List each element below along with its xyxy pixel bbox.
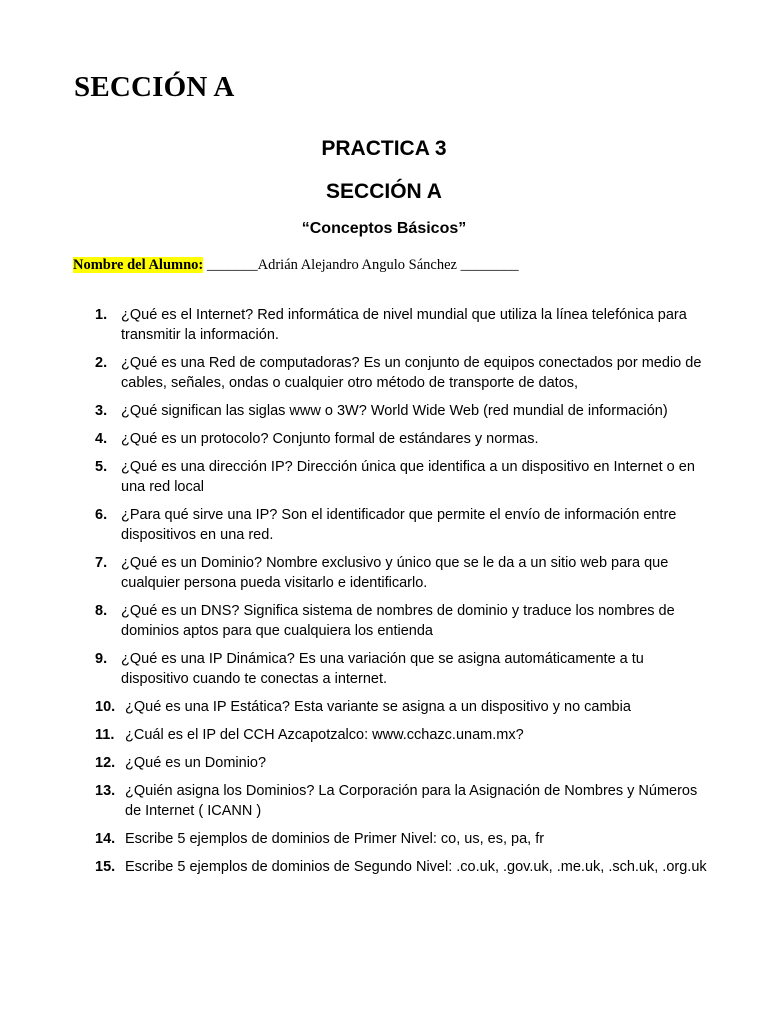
question-text: ¿Qué es un DNS? Significa sistema de nombres de dominio y traduce los nombres de dominios aptos para que cualquiera los entienda <box>121 603 675 639</box>
question-item <box>95 857 715 877</box>
question-number: 5. <box>95 459 108 475</box>
question-text: ¿Qué es un Dominio? Nombre exclusivo y único que se le da a un sitio web para que cualquier persona pueda visitarlo e identificarlo. <box>121 555 669 591</box>
question-number: 10. <box>95 699 116 715</box>
question-item <box>95 753 715 773</box>
question-number: 6. <box>95 507 108 523</box>
question-number: 15. <box>95 859 116 875</box>
question-item <box>95 353 715 393</box>
student-name-line <box>73 256 519 274</box>
question-text: ¿Qué es una IP Dinámica? Es una variación que se asigna automáticamente a tu dispositivo cuando te conectas a internet. <box>121 651 644 687</box>
question-item <box>95 829 715 849</box>
question-item <box>95 305 715 345</box>
question-text: ¿Qué es una dirección IP? Dirección única que identifica a un dispositivo en Internet o en una red local <box>121 459 695 495</box>
question-item <box>95 781 715 821</box>
question-item <box>95 457 715 497</box>
question-text: ¿Cuál es el IP del CCH Azcapotzalco: www.cchazc.unam.mx? <box>125 727 524 743</box>
question-text: ¿Qué es una IP Estática? Esta variante se asigna a un dispositivo y no cambia <box>125 699 631 715</box>
question-number: 11. <box>95 727 115 743</box>
question-item <box>95 649 715 689</box>
question-list <box>95 305 715 885</box>
question-text: ¿Para qué sirve una IP? Son el identificador que permite el envío de información entre dispositivos en una red. <box>121 507 677 543</box>
question-number: 1. <box>95 307 108 323</box>
question-number: 9. <box>95 651 108 667</box>
section-heading: SECCIÓN A <box>74 71 235 103</box>
question-text: ¿Qué es una Red de computadoras? Es un conjunto de equipos conectados por medio de cables, señales, ondas o cualquier otro método de transporte de datos, <box>121 355 702 391</box>
question-item <box>95 601 715 641</box>
practice-title: PRACTICA 3 <box>321 137 447 160</box>
question-number: 12. <box>95 755 116 771</box>
question-text: ¿Qué significan las siglas www o 3W? World Wide Web (red mundial de información) <box>121 403 668 419</box>
question-text: ¿Qué es un Dominio? <box>125 755 267 771</box>
question-text: Escribe 5 ejemplos de dominios de Primer Nivel: co, us, es, pa, fr <box>125 831 545 847</box>
question-item <box>95 725 715 745</box>
question-text: ¿Quién asigna los Dominios? La Corporación para la Asignación de Nombres y Números de Internet ( ICANN ) <box>125 783 698 819</box>
question-item <box>95 553 715 593</box>
subsection-title: SECCIÓN A <box>326 180 442 203</box>
student-name-value: _______Adrián Alejandro Angulo Sánchez ________ <box>203 257 519 273</box>
question-item <box>95 505 715 545</box>
question-item <box>95 429 715 449</box>
question-text: ¿Qué es un protocolo? Conjunto formal de estándares y normas. <box>121 431 539 447</box>
question-number: 13. <box>95 783 116 799</box>
question-number: 2. <box>95 355 108 371</box>
question-number: 8. <box>95 603 108 619</box>
question-number: 14. <box>95 831 116 847</box>
question-text: Escribe 5 ejemplos de dominios de Segundo Nivel: .co.uk, .gov.uk, .me.uk, .sch.uk, .org.uk <box>125 859 707 875</box>
question-number: 3. <box>95 403 108 419</box>
question-item <box>95 401 715 421</box>
question-number: 7. <box>95 555 108 571</box>
question-number: 4. <box>95 431 108 447</box>
question-text: ¿Qué es el Internet? Red informática de nivel mundial que utiliza la línea telefónica para transmitir la información. <box>121 307 687 343</box>
topic-title: “Conceptos Básicos” <box>301 220 467 237</box>
student-name-label: Nombre del Alumno: <box>73 257 204 273</box>
question-item <box>95 697 715 717</box>
